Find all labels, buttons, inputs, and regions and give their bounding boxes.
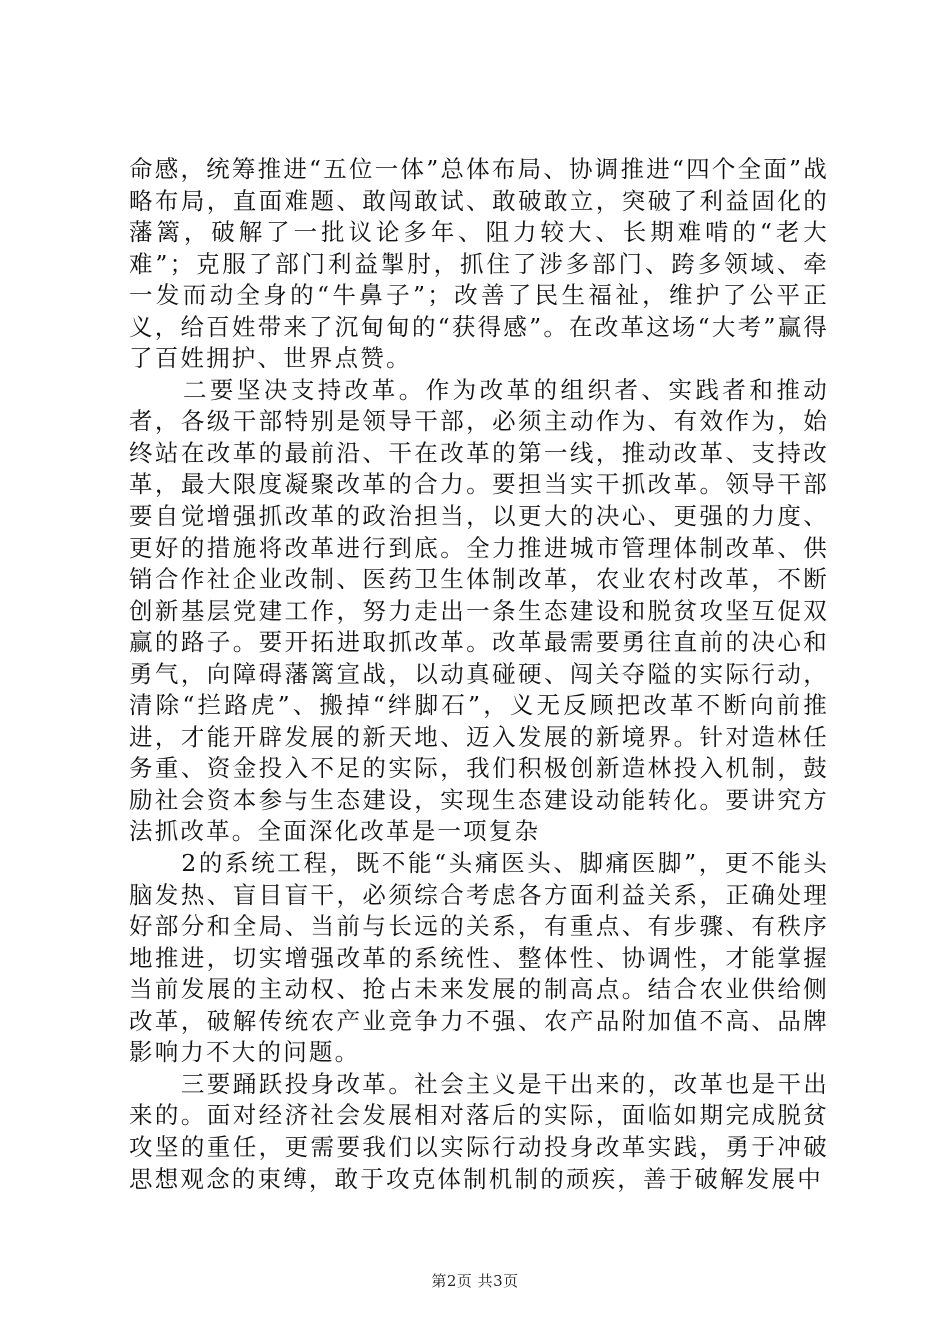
- page-number-footer: 第2页 共3页: [431, 1272, 519, 1290]
- paragraph-3: 2的系统工程，既不能“头痛医头、脚痛医脚”，更不能头脑发热、盲目盲干，必须综合考虑各方面利益关系，正确处理好部分和全局、当前与长远的关系，有重点、有步骤、有秩序地推进，切实增强改革的系统性、整体性、协调性，才能掌握当前发展的主动权、抢占未来发展的制高点。结合农业供给侧改革，破解传统农产业竞争力不强、农产品附加值不高、品牌影响力不大的问题。: [129, 849, 829, 1067]
- paragraph-1: 命感，统筹推进“五位一体”总体布局、协调推进“四个全面”战略布局，直面难题、敢闯敢试、敢破敢立，突破了利益固化的藩篱，破解了一批议论多年、阻力较大、长期难啃的“老大难”；克服了部门利益掣肘，抓住了涉多部门、跨多领域、牵一发而动全身的“牛鼻子”；改善了民生福祉，维护了公平正义，给百姓带来了沉甸甸的“获得感”。在改革这场“大考”赢得了百姓拥护、世界点赞。: [129, 155, 829, 373]
- body-text: [129, 154, 829, 1195]
- paragraph-2: 二要坚决支持改革。作为改革的组织者、实践者和推动者，各级干部特别是领导干部，必须主动作为、有效作为，始终站在改革的最前沿、干在改革的第一线，推动改革、支持改革，最大限度凝聚改革的合力。要担当实干抓改革。领导干部要自觉增强抓改革的政治担当，以更大的决心、更强的力度、更好的措施将改革进行到底。全力推进城市管理体制改革、供销合作社企业改制、医药卫生体制改革，农业农村改革，不断创新基层党建工作，努力走出一条生态建设和脱贫攻坚互促双赢的路子。要开拓进取抓改革。改革最需要勇往直前的决心和勇气，向障碍藩篱宣战，以动真碰硬、闯关夺隘的实际行动，清除“拦路虎”、搬掉“绊脚石”，义无反顾把改革不断向前推进，才能开辟发展的新天地、迈入发展的新境界。针对造林任务重、资金投入不足的实际，我们积极创新造林投入机制，鼓励社会资本参与生态建设，实现生态建设动能转化。要讲究方法抓改革。全面深化改革是一项复杂: [129, 375, 829, 846]
- paragraph-4: 三要踊跃投身改革。社会主义是干出来的，改革也是干出来的。面对经济社会发展相对落后的实际，面临如期完成脱贫攻坚的重任，更需要我们以实际行动投身改革实践，勇于冲破思想观念的束缚，敢于攻克体制机制的顽疾，善于破解发展中: [129, 1069, 829, 1193]
